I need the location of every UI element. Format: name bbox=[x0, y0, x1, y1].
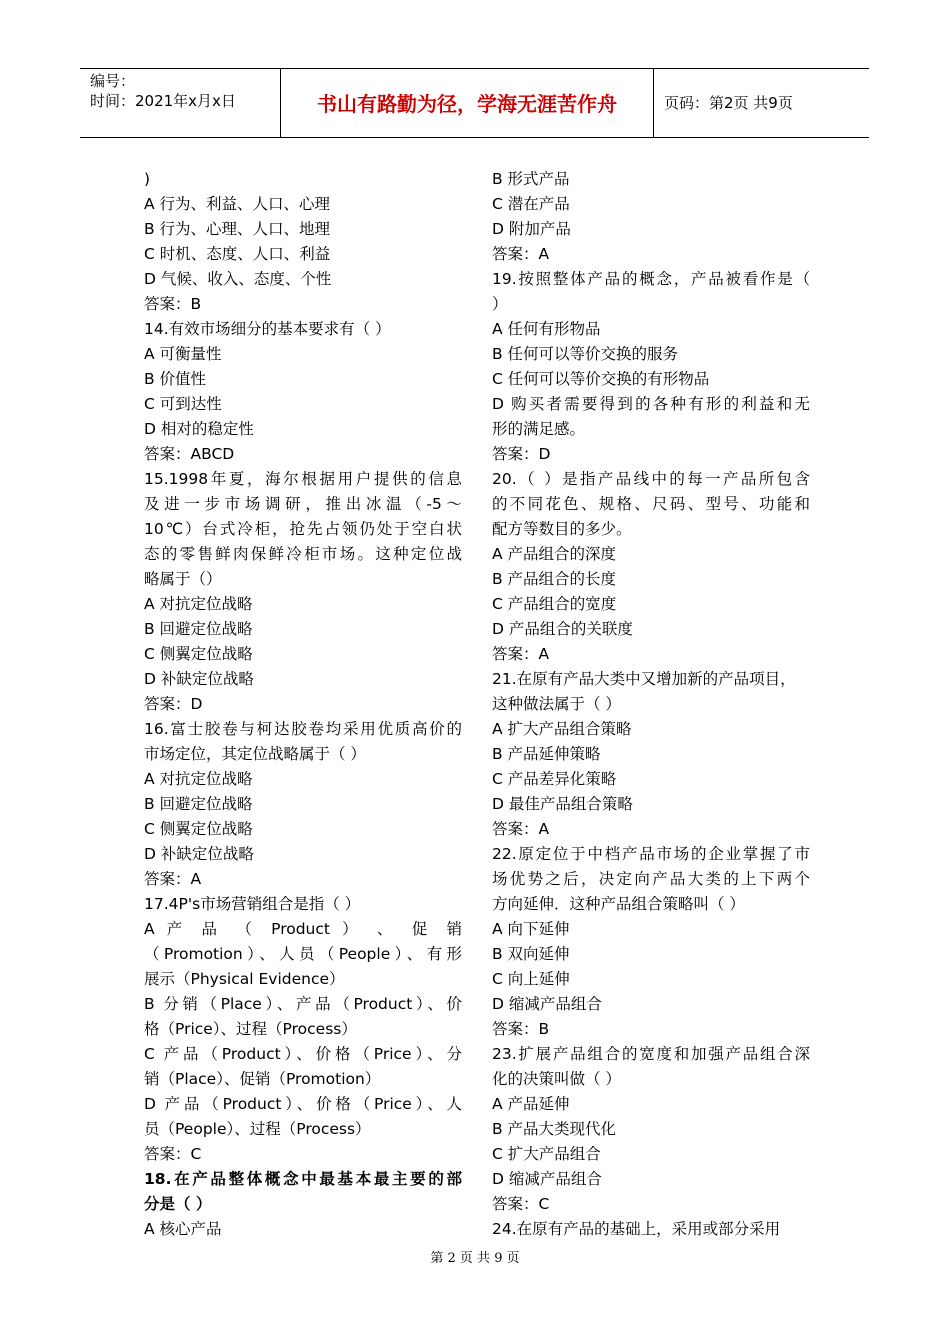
text-line: D 附加产品 bbox=[492, 220, 571, 238]
text-line: A 核心产品 bbox=[144, 1220, 222, 1238]
text-line: B 产品大类现代化 bbox=[492, 1120, 617, 1138]
text-line: 答案：A bbox=[492, 820, 550, 838]
text-line: 答案：A bbox=[492, 245, 550, 263]
text-line: C 侧翼定位战略 bbox=[144, 820, 253, 838]
document-number-label: 编号： bbox=[90, 72, 136, 90]
text-line: （Promotion）、人员（People）、有形 bbox=[144, 945, 462, 963]
text-line: 化的决策叫做（ ） bbox=[492, 1070, 621, 1088]
text-line: A 产 品 （ Product ） 、 促 销 bbox=[144, 920, 462, 938]
text-line: D 产品（Product）、价格（Price）、人 bbox=[144, 1095, 462, 1113]
text-line: 方向延伸．这种产品组合策略叫（ ） bbox=[492, 895, 745, 913]
text-line: 场优势之后，决定向产品大类的上下两个 bbox=[492, 870, 810, 888]
text-line: ） bbox=[492, 295, 508, 313]
text-line: C 向上延伸 bbox=[492, 970, 570, 988]
text-line: D 补缺定位战略 bbox=[144, 670, 254, 688]
text-line: 14.有效市场细分的基本要求有（ ） bbox=[144, 320, 391, 338]
text-line: 的不同花色、规格、尺码、型号、功能和 bbox=[492, 495, 810, 513]
motto-text: 书山有路勤为径，学海无涯苦作舟 bbox=[317, 92, 617, 116]
text-line: 答案：A bbox=[492, 645, 550, 663]
text-line: 这种做法属于（ ） bbox=[492, 695, 621, 713]
text-line: 答案：B bbox=[144, 295, 202, 313]
text-line: 展示（Physical Evidence） bbox=[144, 970, 345, 988]
text-line: 员（People）、过程（Process） bbox=[144, 1120, 371, 1138]
text-line: 分是（ ） bbox=[144, 1195, 212, 1213]
text-line: 21.在原有产品大类中又增加新的产品项目， bbox=[492, 670, 796, 688]
text-line: D 补缺定位战略 bbox=[144, 845, 254, 863]
text-line: 22.原定位于中档产品市场的企业掌握了市 bbox=[492, 845, 810, 863]
text-line: C 时机、态度、人口、利益 bbox=[144, 245, 331, 263]
text-line: A 任何有形物品 bbox=[492, 320, 601, 338]
right-column bbox=[492, 167, 810, 1242]
text-line: 18.在产品整体概念中最基本最主要的部 bbox=[144, 1170, 462, 1188]
text-line: 答案：A bbox=[144, 870, 202, 888]
left-column bbox=[144, 167, 462, 1242]
page-number-label: 页码：第2页 共9页 bbox=[664, 94, 793, 112]
text-line: A 对抗定位战略 bbox=[144, 595, 253, 613]
text-line: A 产品延伸 bbox=[492, 1095, 570, 1113]
text-line: 10℃）台式冷柜，抢先占领仍处于空白状 bbox=[144, 520, 462, 538]
text-line: A 产品组合的深度 bbox=[492, 545, 617, 563]
text-line: 略属于（） bbox=[144, 570, 222, 588]
text-line: C 产品差异化策略 bbox=[492, 770, 617, 788]
text-line: 格（Price）、过程（Process） bbox=[144, 1020, 357, 1038]
document-time-label: 时间：2021年x月x日 bbox=[90, 92, 236, 110]
text-line: C 可到达性 bbox=[144, 395, 222, 413]
text-line: C 侧翼定位战略 bbox=[144, 645, 253, 663]
text-line: 20.（ ）是指产品线中的每一产品所包含 bbox=[492, 470, 810, 488]
text-line: B 回避定位战略 bbox=[144, 795, 253, 813]
text-line: 答案：ABCD bbox=[144, 445, 235, 463]
text-line: 17.4P's市场营销组合是指（ ） bbox=[144, 895, 361, 913]
header-motto-cell bbox=[281, 69, 654, 137]
text-line: B 行为、心理、人口、地理 bbox=[144, 220, 331, 238]
text-line: A 对抗定位战略 bbox=[144, 770, 253, 788]
text-line: 市场定位，其定位战略属于（ ） bbox=[144, 745, 366, 763]
text-line: 及进一步市场调研，推出冰温（-5～ bbox=[144, 495, 462, 513]
text-line: D 产品组合的关联度 bbox=[492, 620, 633, 638]
header-info-cell bbox=[80, 69, 281, 137]
text-line: A 可衡量性 bbox=[144, 345, 222, 363]
text-line: 答案：C bbox=[144, 1145, 202, 1163]
text-line: 答案：B bbox=[492, 1020, 550, 1038]
text-line: D 购买者需要得到的各种有形的利益和无 bbox=[492, 395, 810, 413]
text-line: B 回避定位战略 bbox=[144, 620, 253, 638]
text-line: 销（Place）、促销（Promotion） bbox=[144, 1070, 381, 1088]
text-line: C 产品组合的宽度 bbox=[492, 595, 617, 613]
text-line: B 价值性 bbox=[144, 370, 207, 388]
text-line: 形的满足感。 bbox=[492, 420, 586, 438]
text-line: D 缩减产品组合 bbox=[492, 995, 602, 1013]
text-line: A 扩大产品组合策略 bbox=[492, 720, 632, 738]
text-line: 配方等数目的多少。 bbox=[492, 520, 632, 538]
text-line: B 产品组合的长度 bbox=[492, 570, 617, 588]
text-line: 16.富士胶卷与柯达胶卷均采用优质高价的 bbox=[144, 720, 462, 738]
text-line: C 产品（Product）、价格（Price）、分 bbox=[144, 1045, 462, 1063]
text-line: C 任何可以等价交换的有形物品 bbox=[492, 370, 710, 388]
text-line: 答案：D bbox=[492, 445, 551, 463]
text-line: B 形式产品 bbox=[492, 170, 570, 188]
text-line: B 分销（Place）、产品（Product）、价 bbox=[144, 995, 462, 1013]
page-footer: 第 2 页 共 9 页 bbox=[430, 1251, 520, 1266]
text-line: D 相对的稳定性 bbox=[144, 420, 254, 438]
text-line: B 任何可以等价交换的服务 bbox=[492, 345, 679, 363]
text-line: B 双向延伸 bbox=[492, 945, 570, 963]
text-line: 15.1998年夏，海尔根据用户提供的信息 bbox=[144, 470, 462, 488]
text-line: C 扩大产品组合 bbox=[492, 1145, 601, 1163]
text-line: D 气候、收入、态度、个性 bbox=[144, 270, 332, 288]
page-header bbox=[80, 68, 869, 138]
text-line: ) bbox=[144, 170, 151, 188]
text-line: 态的零售鲜肉保鲜冷柜市场。这种定位战 bbox=[144, 545, 462, 563]
text-line: 19.按照整体产品的概念，产品被看作是（ bbox=[492, 270, 810, 288]
text-line: C 潜在产品 bbox=[492, 195, 570, 213]
text-line: B 产品延伸策略 bbox=[492, 745, 601, 763]
text-line: 23.扩展产品组合的宽度和加强产品组合深 bbox=[492, 1045, 810, 1063]
text-line: 答案：C bbox=[492, 1195, 550, 1213]
text-line: D 缩减产品组合 bbox=[492, 1170, 602, 1188]
text-line: 答案：D bbox=[144, 695, 203, 713]
text-line: A 向下延伸 bbox=[492, 920, 570, 938]
text-line: D 最佳产品组合策略 bbox=[492, 795, 633, 813]
text-line: 24.在原有产品的基础上，采用或部分采用 bbox=[492, 1220, 781, 1238]
text-line: A 行为、利益、人口、心理 bbox=[144, 195, 331, 213]
